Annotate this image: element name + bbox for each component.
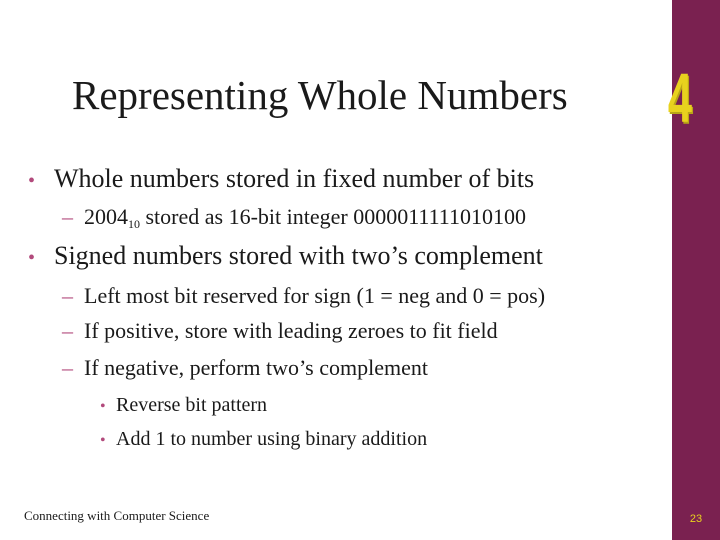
sub-sub-bullet-item <box>100 393 267 419</box>
sub-bullet-text: If positive, store with leading zeroes to fit field <box>84 318 498 343</box>
slide-title: Representing Whole Numbers <box>72 72 568 118</box>
footer-text: Connecting with Computer Science <box>24 508 210 523</box>
sub-bullet-item <box>62 355 428 381</box>
bullet-item <box>28 164 534 196</box>
base-value: 2004 <box>84 204 128 229</box>
dash-marker: – <box>62 283 73 308</box>
bullet-marker: • <box>100 398 106 415</box>
dash-marker: – <box>62 204 73 229</box>
dash-marker: – <box>62 318 73 343</box>
sub-sub-bullet-text: Reverse bit pattern <box>116 394 268 416</box>
chapter-number: 4 <box>667 59 693 137</box>
base-subscript: 10 <box>128 217 140 231</box>
sub-sub-bullet-item <box>100 427 427 453</box>
bullet-marker: • <box>28 170 36 192</box>
bullet-text: Signed numbers stored with two’s complement <box>54 241 543 270</box>
sub-bullet-item <box>62 318 498 344</box>
bullet-item <box>28 241 543 273</box>
sub-bullet-item <box>62 204 526 237</box>
sub-bullet-item <box>62 283 545 309</box>
sub-bullet-text: stored as 16-bit integer 0000011111010100 <box>140 204 526 229</box>
sub-bullet-text: Left most bit reserved for sign (1 = neg and 0 = pos) <box>84 283 546 308</box>
page-number: 23 <box>689 513 703 525</box>
sub-sub-bullet-text: Add 1 to number using binary addition <box>116 428 428 450</box>
dash-marker: – <box>62 355 73 380</box>
sub-bullet-text: If negative, perform two’s complement <box>84 355 428 380</box>
bullet-text: Whole numbers stored in fixed number of bits <box>54 164 535 193</box>
bullet-marker: • <box>100 432 106 449</box>
bullet-marker: • <box>28 247 36 269</box>
